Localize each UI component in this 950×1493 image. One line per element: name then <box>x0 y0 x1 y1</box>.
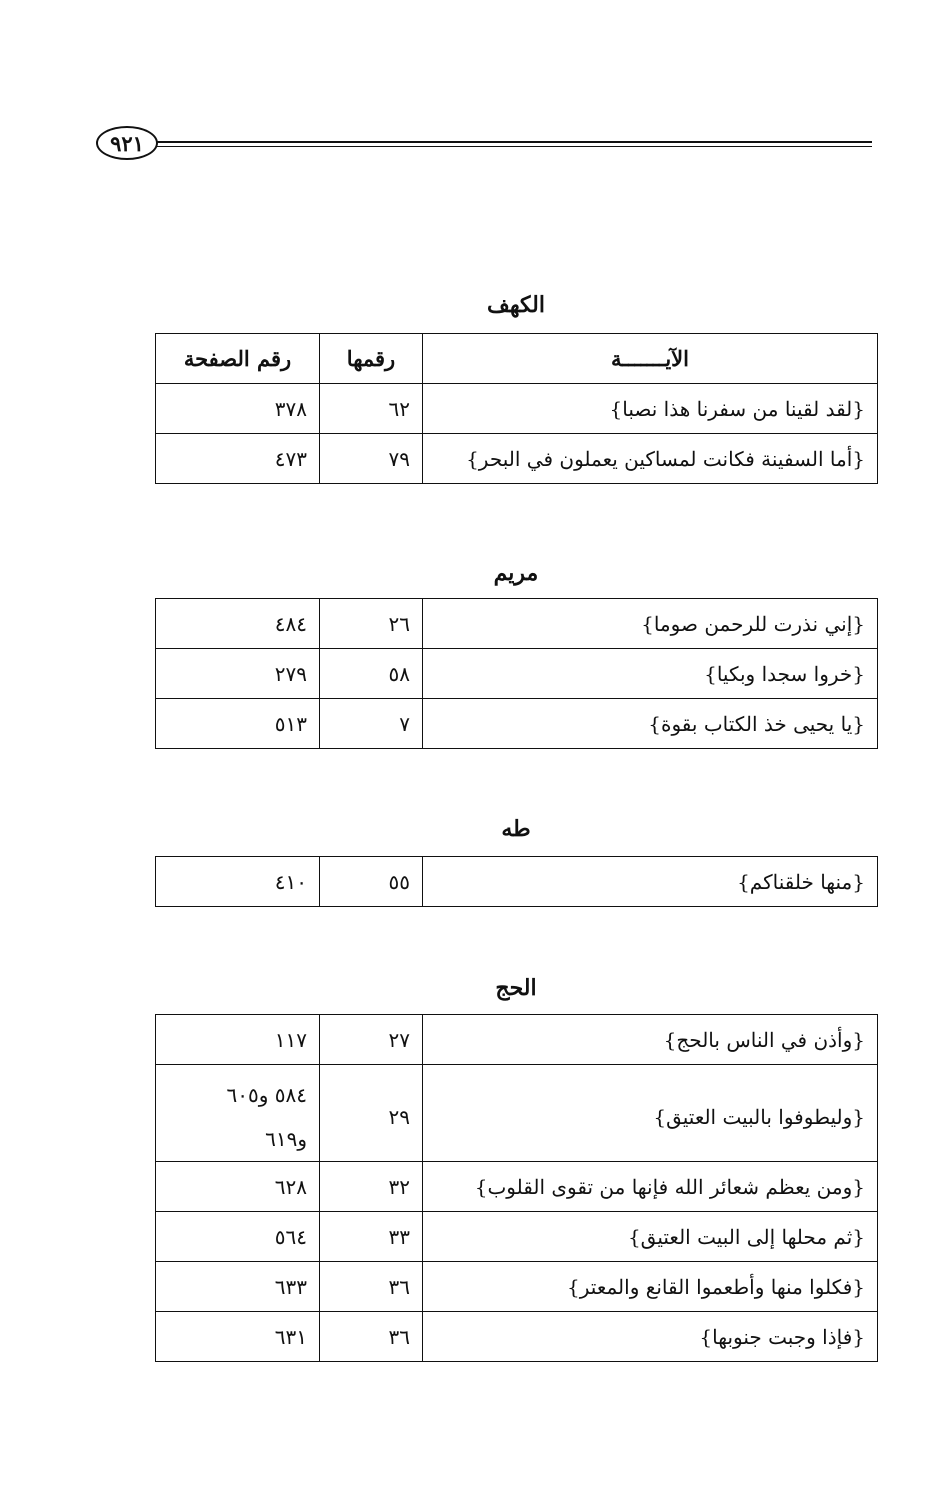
header-rule-thin <box>154 146 872 147</box>
header-ayah: الآيـــــــة <box>423 334 878 384</box>
page-cell: ١١٧ <box>156 1015 320 1065</box>
page-cell <box>156 1065 320 1162</box>
page-cell: ٢٧٩ <box>156 649 320 699</box>
table-maryam <box>155 598 878 749</box>
page-header <box>96 126 872 166</box>
table-row <box>156 1312 878 1362</box>
ayah-cell: {فكلوا منها وأطعموا القانع والمعتر} <box>423 1262 878 1312</box>
number-cell: ٢٩ <box>320 1065 423 1162</box>
table-row <box>156 1212 878 1262</box>
ayah-cell: {إني نذرت للرحمن صوما} <box>423 599 878 649</box>
ayah-cell: {ومن يعظم شعائر الله فإنها من تقوى القلوب} <box>423 1162 878 1212</box>
page-cell: ٥٦٤ <box>156 1212 320 1262</box>
table-taha <box>155 856 878 907</box>
page-number: ٩٢١ <box>96 126 158 160</box>
number-cell: ٣٣ <box>320 1212 423 1262</box>
ayah-cell: {وليطوفوا بالبيت العتيق} <box>423 1065 878 1162</box>
number-cell: ٧٩ <box>320 434 423 484</box>
table-row <box>156 1015 878 1065</box>
section-title-hajj: الحج <box>495 975 537 1001</box>
header-page: رقم الصفحة <box>156 334 320 384</box>
ayah-cell: {أما السفينة فكانت لمساكين يعملون في البحر} <box>423 434 878 484</box>
table-hajj <box>155 1014 878 1362</box>
table-row <box>156 1162 878 1212</box>
ayah-cell: {منها خلقناكم} <box>423 857 878 907</box>
table-row <box>156 599 878 649</box>
number-cell: ٧ <box>320 699 423 749</box>
header-rule <box>154 141 872 143</box>
number-cell: ٣٦ <box>320 1262 423 1312</box>
number-cell: ٥٨ <box>320 649 423 699</box>
page-cell-line: ٥٨٤ و٦٠٥ <box>226 1083 307 1107</box>
ayah-cell: {لقد لقينا من سفرنا هذا نصبا} <box>423 384 878 434</box>
section-title-maryam: مريم <box>493 560 539 586</box>
number-cell: ٢٦ <box>320 599 423 649</box>
page-cell-line: و٦١٩ <box>265 1127 307 1151</box>
table-header-row <box>156 334 878 384</box>
table-row <box>156 1065 878 1162</box>
section-title-kahf: الكهف <box>487 292 545 318</box>
ayah-cell: {خروا سجدا وبكيا} <box>423 649 878 699</box>
page-cell: ٦٣١ <box>156 1312 320 1362</box>
section-title-taha: طه <box>501 816 531 842</box>
table-row <box>156 857 878 907</box>
table-row <box>156 699 878 749</box>
page-cell: ٤٨٤ <box>156 599 320 649</box>
ayah-cell: {فإذا وجبت جنوبها} <box>423 1312 878 1362</box>
header-number: رقمها <box>320 334 423 384</box>
page-cell: ٤١٠ <box>156 857 320 907</box>
table-row <box>156 384 878 434</box>
number-cell: ٦٢ <box>320 384 423 434</box>
page-cell: ٣٧٨ <box>156 384 320 434</box>
ayah-cell: {يا يحيى خذ الكتاب بقوة} <box>423 699 878 749</box>
ayah-cell: {وأذن في الناس بالحج} <box>423 1015 878 1065</box>
ayah-cell: {ثم محلها إلى البيت العتيق} <box>423 1212 878 1262</box>
number-cell: ٢٧ <box>320 1015 423 1065</box>
page-cell: ٦٢٨ <box>156 1162 320 1212</box>
page-cell: ٥١٣ <box>156 699 320 749</box>
number-cell: ٣٦ <box>320 1312 423 1362</box>
table-kahf <box>155 333 878 484</box>
page-cell: ٤٧٣ <box>156 434 320 484</box>
table-row <box>156 1262 878 1312</box>
table-row <box>156 649 878 699</box>
table-row <box>156 434 878 484</box>
number-cell: ٥٥ <box>320 857 423 907</box>
page-cell: ٦٣٣ <box>156 1262 320 1312</box>
number-cell: ٣٢ <box>320 1162 423 1212</box>
